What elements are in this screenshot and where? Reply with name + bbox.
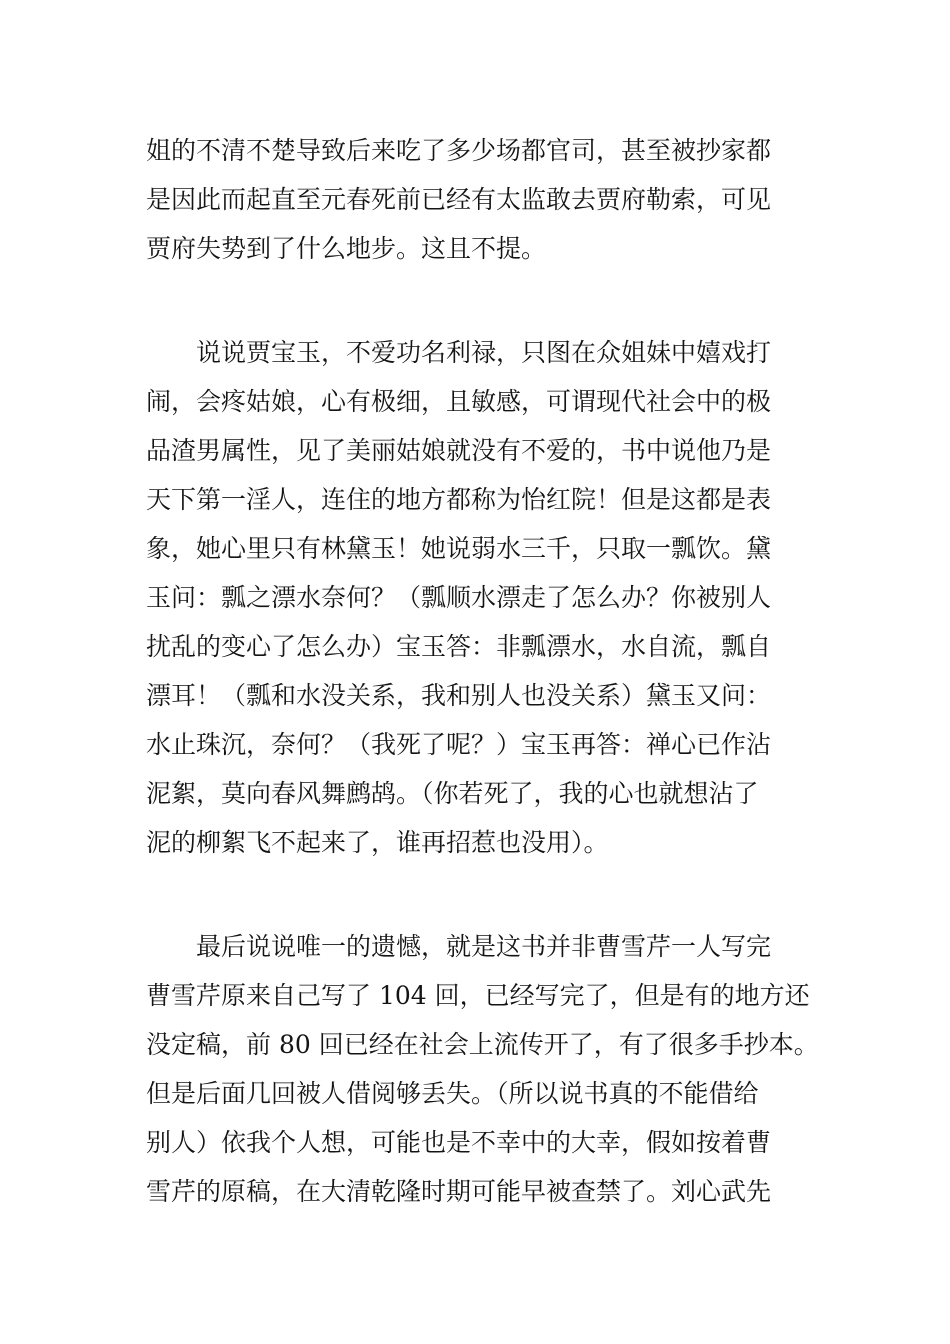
paragraph-1 [146, 126, 836, 273]
text-line: 玉问：瓢之漂水奈何？（瓢顺水漂走了怎么办？你被别人 [146, 583, 772, 612]
text-line: 最后说说唯一的遗憾，就是这书并非曹雪芹一人写完 [196, 932, 772, 961]
text-line: 扰乱的变心了怎么办）宝玉答：非瓢漂水，水自流，瓢自 [146, 632, 772, 661]
paragraph-2 [146, 328, 836, 867]
text-line: 泥絮，莫向春风舞鹧鸪。（你若死了，我的心也就想沾了 [146, 779, 759, 808]
paragraph-3 [146, 922, 836, 1216]
text-line: 闹，会疼姑娘，心有极细，且敏感，可谓现代社会中的极 [146, 387, 772, 416]
text-line: 象，她心里只有林黛玉！她说弱水三千，只取一瓢饮。黛 [146, 534, 772, 563]
text-line: 漂耳！（瓢和水没关系，我和别人也没关系）黛玉又问： [146, 681, 772, 710]
text-line: 曹雪芹原来自己写了 104 回，已经写完了，但是有的地方还 [146, 981, 810, 1010]
text-line: 贾府失势到了什么地步。这且不提。 [146, 234, 547, 263]
text-line: 别人）依我个人想，可能也是不幸中的大幸，假如按着曹 [146, 1128, 772, 1157]
text-line: 雪芹的原稿，在大清乾隆时期可能早被查禁了。刘心武先 [146, 1177, 772, 1206]
text-line: 没定稿，前 80 回已经在社会上流传开了，有了很多手抄本。 [146, 1030, 819, 1059]
text-line: 姐的不清不楚导致后来吃了多少场都官司，甚至被抄家都 [146, 136, 772, 165]
text-line: 泥的柳絮飞不起来了，谁再招惹也没用）。 [146, 828, 609, 857]
text-line: 是因此而起直至元春死前已经有太监敢去贾府勒索，可见 [146, 185, 772, 214]
text-line: 水止珠沉，奈何？（我死了呢？）宝玉再答：禅心已作沾 [146, 730, 772, 759]
text-line: 品渣男属性，见了美丽姑娘就没有不爱的，书中说他乃是 [146, 436, 772, 465]
text-line: 说说贾宝玉，不爱功名利禄，只图在众姐妹中嬉戏打 [196, 338, 772, 367]
text-line: 但是后面几回被人借阅够丢失。（所以说书真的不能借给 [146, 1079, 759, 1108]
text-line: 天下第一淫人，连住的地方都称为怡红院！但是这都是表 [146, 485, 772, 514]
